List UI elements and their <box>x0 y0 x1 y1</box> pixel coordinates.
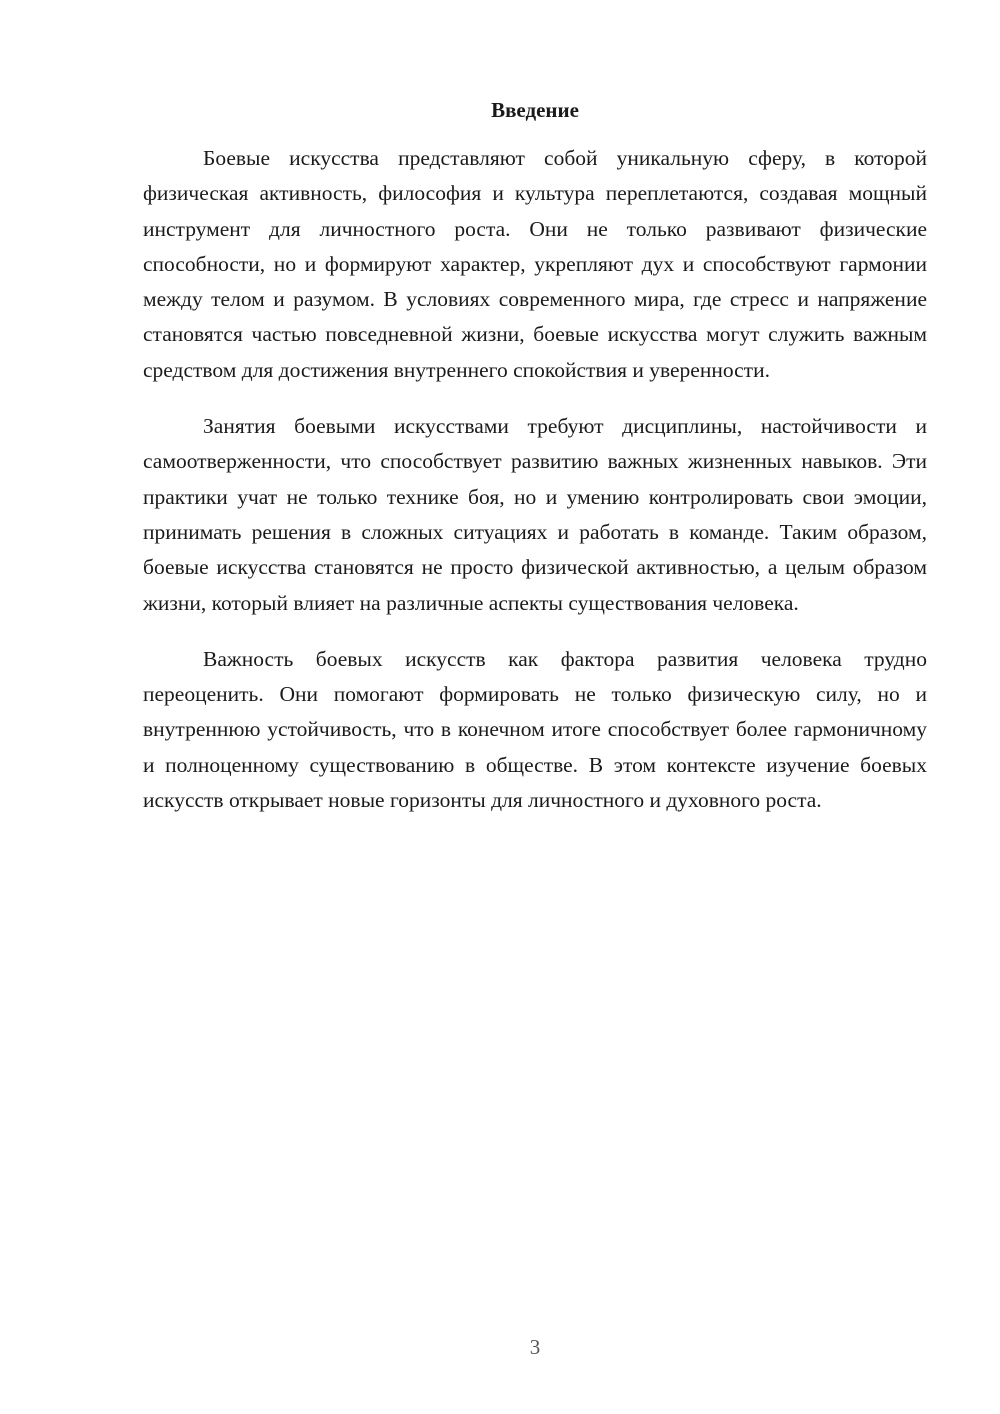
page-number: 3 <box>529 1335 541 1359</box>
paragraph-2: Занятия боевыми искусствами требуют дисциплины, настойчивости и самоотверженности, что способствует развитию важных жизненных навыков. Эти практики учат не только технике боя, но и умению контролировать свои эмоции, принимать решения в сложных ситуациях и работать в команде. Таким образом, боевые искусства становятся не просто физической активностью, а целым образом жизни, который влияет на различные аспекты существования человека. <box>143 414 927 615</box>
body-text <box>143 141 927 839</box>
section-title: Введение <box>491 98 579 122</box>
paragraph-3: Важность боевых искусств как фактора развития человека трудно переоценить. Они помогают формировать не только физическую силу, но и внутреннюю устойчивость, что в конечном итоге способствует более гармоничному и полноценному существованию в обществе. В этом контексте изучение боевых искусств открывает новые горизонты для личностного и духовного роста. <box>143 646 927 813</box>
paragraph-1: Боевые искусства представляют собой уникальную сферу, в которой физическая активность, философия и культура переплетаются, создавая мощный инструмент для личностного роста. Они не только развивают физические способности, но и формируют характер, укрепляют дух и способствуют гармонии между телом и разумом. В условиях современного мира, где стресс и напряжение становятся частью повседневной жизни, боевые искусства могут служить важным средством для достижения внутреннего спокойствия и уверенности. <box>143 146 927 382</box>
